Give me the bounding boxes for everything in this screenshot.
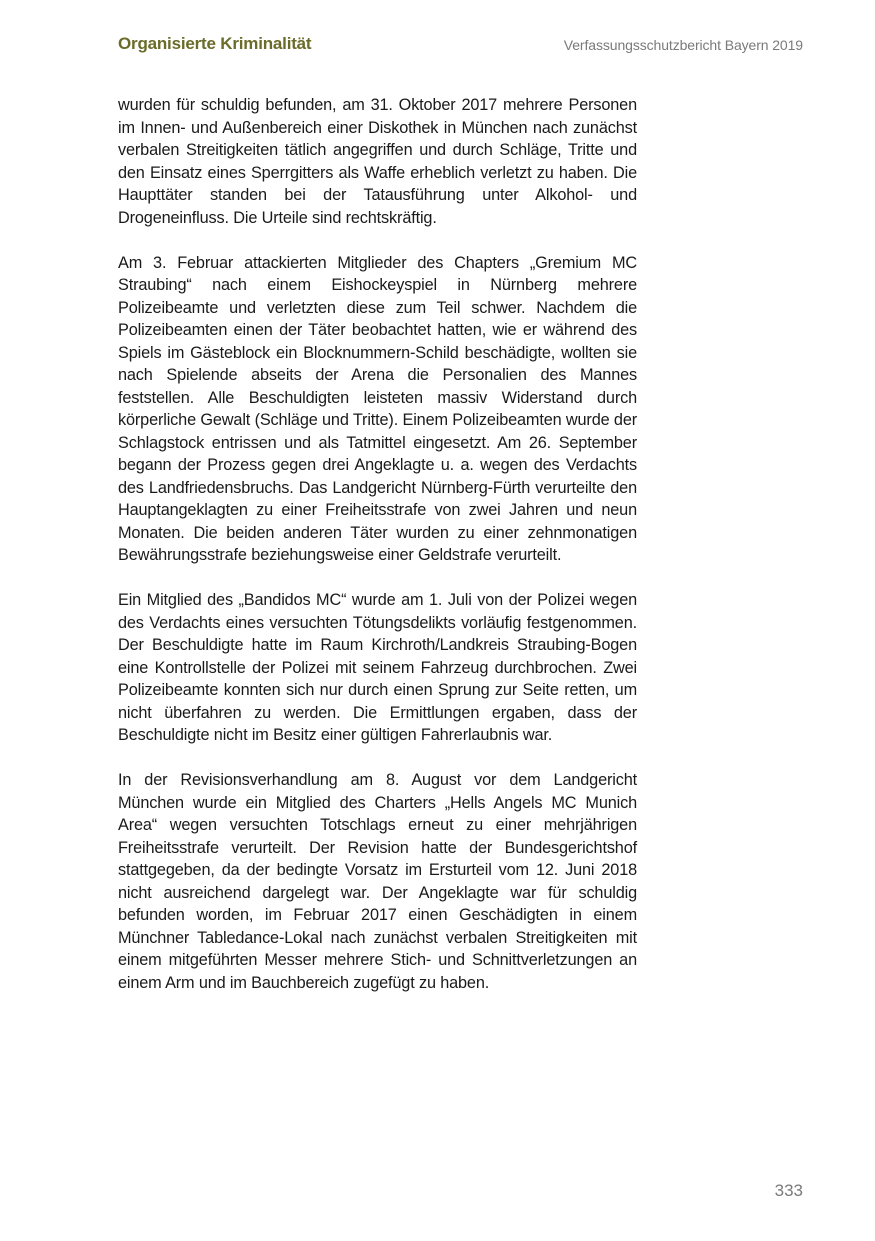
paragraph-2: Am 3. Februar attackierten Mitglieder des Chapters „Gremium MC Straubing“ nach einem Eishockeyspiel in Nürnberg mehrere Polizeibeamte und verletzten diese zum Teil schwer. Nachdem die Polizeibeamten einen der Täter beobachtet hatten, wie er während des Spiels im Gästeblock ein Blocknummern-Schild beschädigte, wollten sie nach Spielende abseits der Arena die Personalien des Mannes feststellen. Alle Beschuldigten leisteten massiv Widerstand durch körperliche Gewalt (Schläge und Tritte). Einem Polizeibeamten wurde der Schlagstock entrissen und als Tatmittel eingesetzt. Am 26. September begann der Prozess gegen drei Angeklagte u. a. wegen des Verdachts des Landfriedensbruchs. Das Landgericht Nürnberg-Fürth verurteilte den Hauptangeklagten zu einer Freiheitsstrafe von zwei Jahren und neun Monaten. Die beiden anderen Täter wurden zu einer zehnmonatigen Bewährungsstrafe beziehungsweise einer Geldstrafe verurteilt.	[118, 253, 637, 564]
paragraph-3: Ein Mitglied des „Bandidos MC“ wurde am 1. Juli von der Polizei wegen des Verdachts eines versuchten Tötungsdelikts vorläufig festgenommen. Der Beschuldigte hatte im Raum Kirchroth/​Landkreis Straubing-Bogen eine Kontrollstelle der Polizei mit seinem Fahrzeug durchbrochen. Zwei Polizeibeamte konnten sich nur durch einen Sprung zur Seite retten, um nicht überfahren zu werden. Die Ermittlungen ergaben, dass der Beschuldigte nicht im Besitz einer gültigen Fahrerlaubnis war.	[118, 591, 637, 744]
publication-title: Verfassungsschutzbericht Bayern 2019	[563, 37, 803, 53]
paragraph-1: wurden für schuldig befunden, am 31. Oktober 2017 mehrere Personen im Innen- und Außenbereich einer Diskothek in München nach zunächst verbalen Streitigkeiten tätlich angegriffen und durch Schläge, Tritte und den Einsatz eines Sperrgitters als Waffe erheblich verletzt zu haben. Die Haupttäter standen bei der Tatausführung unter Alkohol- und Drogeneinfluss. Die Urteile sind rechtskräftig.	[118, 96, 637, 227]
body-text	[118, 94, 637, 1017]
section-title: Organisierte Kriminalität	[118, 34, 312, 53]
paragraph-4: In der Revisionsverhandlung am 8. August vor dem Landgericht München wurde ein Mitglied des Charters „Hells Angels MC Munich Area“ wegen versuchten Totschlags erneut zu einer mehrjährigen Freiheitsstrafe verurteilt. Der Revision hatte der Bundesgerichtshof stattgegeben, da der bedingte Vorsatz im Ersturteil vom 12. Juni 2018 nicht ausreichend dargelegt war. Der Angeklagte war für schuldig befunden worden, im Februar 2017 einen Geschädigten in einem Münchner Tabledance-Lokal nach zunächst verbalen Streitigkeiten mit einem mitgeführten Messer mehrere Stich- und Schnittverletzungen an einem Arm und im Bauchbereich zugefügt zu haben.	[118, 771, 637, 992]
page-number: 333	[774, 1181, 803, 1200]
